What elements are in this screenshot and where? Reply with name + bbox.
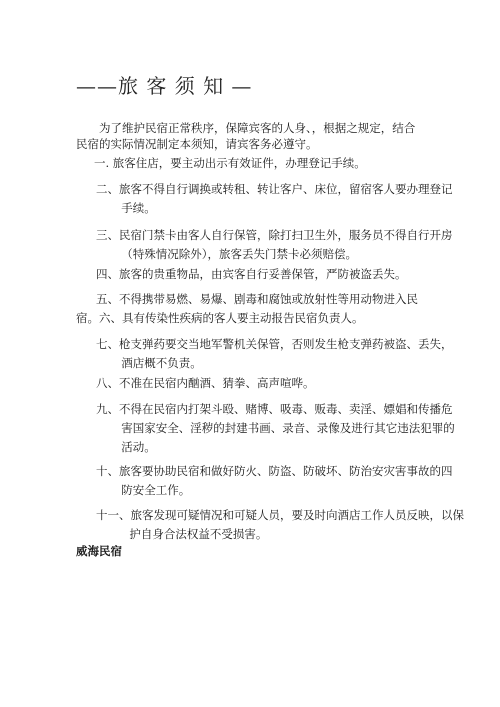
rule-item-5: 五、不得携带易燃、易爆、剧毒和腐蚀或放射性等用动物进入民宿。六、具有传染性疾病的客人要主动报告民宿负责人。 [76,292,418,325]
rule-item-10: 十、旅客要协助民宿和做好防火、防盗、防破坏、防治安灾害事故的四防安全工作。 [96,464,453,497]
rule-item-9: 九、不得在民宿内打架斗殴、赌博、吸毒、贩毒、卖淫、嫖娼和传播危害国家安全、淫秽的封建书画、录音、录像及进行其它违法犯罪的活动。 [96,402,455,454]
signature: 威海民宿 [76,544,122,558]
rule-item-11: 十一、旅客发现可疑情况和可疑人员，要及时向酒店工作人员反映，以保护自身合法权益不受损害。 [96,508,464,541]
rule-item-7: 七、枪支弹药要交当地军警机关保管，否则发生枪支弹药被盗、丢失，酒店概不负责。 [96,337,453,370]
rule-item-1: 一. 旅客住店，要主动出示有效证件，办理登记手续。 [94,156,366,170]
rule-item-8: 八、不准在民宿内酗酒、猜拳、高声喧哗。 [96,376,315,390]
rule-item-2: 二、旅客不得自行调换或转租、转让客户、床位，留宿客人要办理登记手续。 [96,182,453,215]
rule-item-4: 四、旅客的贵重物品，由宾客自行妥善保管，严防被盗丢失。 [96,267,407,281]
rule-item-3: 三、民宿门禁卡由客人自行保管，除打扫卫生外，服务员不得自行开房（特殊情况除外），旅客丢失门禁卡必须赔偿。 [96,228,453,261]
notice-title: ——旅 客 须 知 — [76,74,253,98]
notice-intro: 为了维护民宿正常秩序，保障宾客的人身、，根据之规定，结合民宿的实际情况制定本须知，请宾客务必遵守。 [76,121,416,151]
